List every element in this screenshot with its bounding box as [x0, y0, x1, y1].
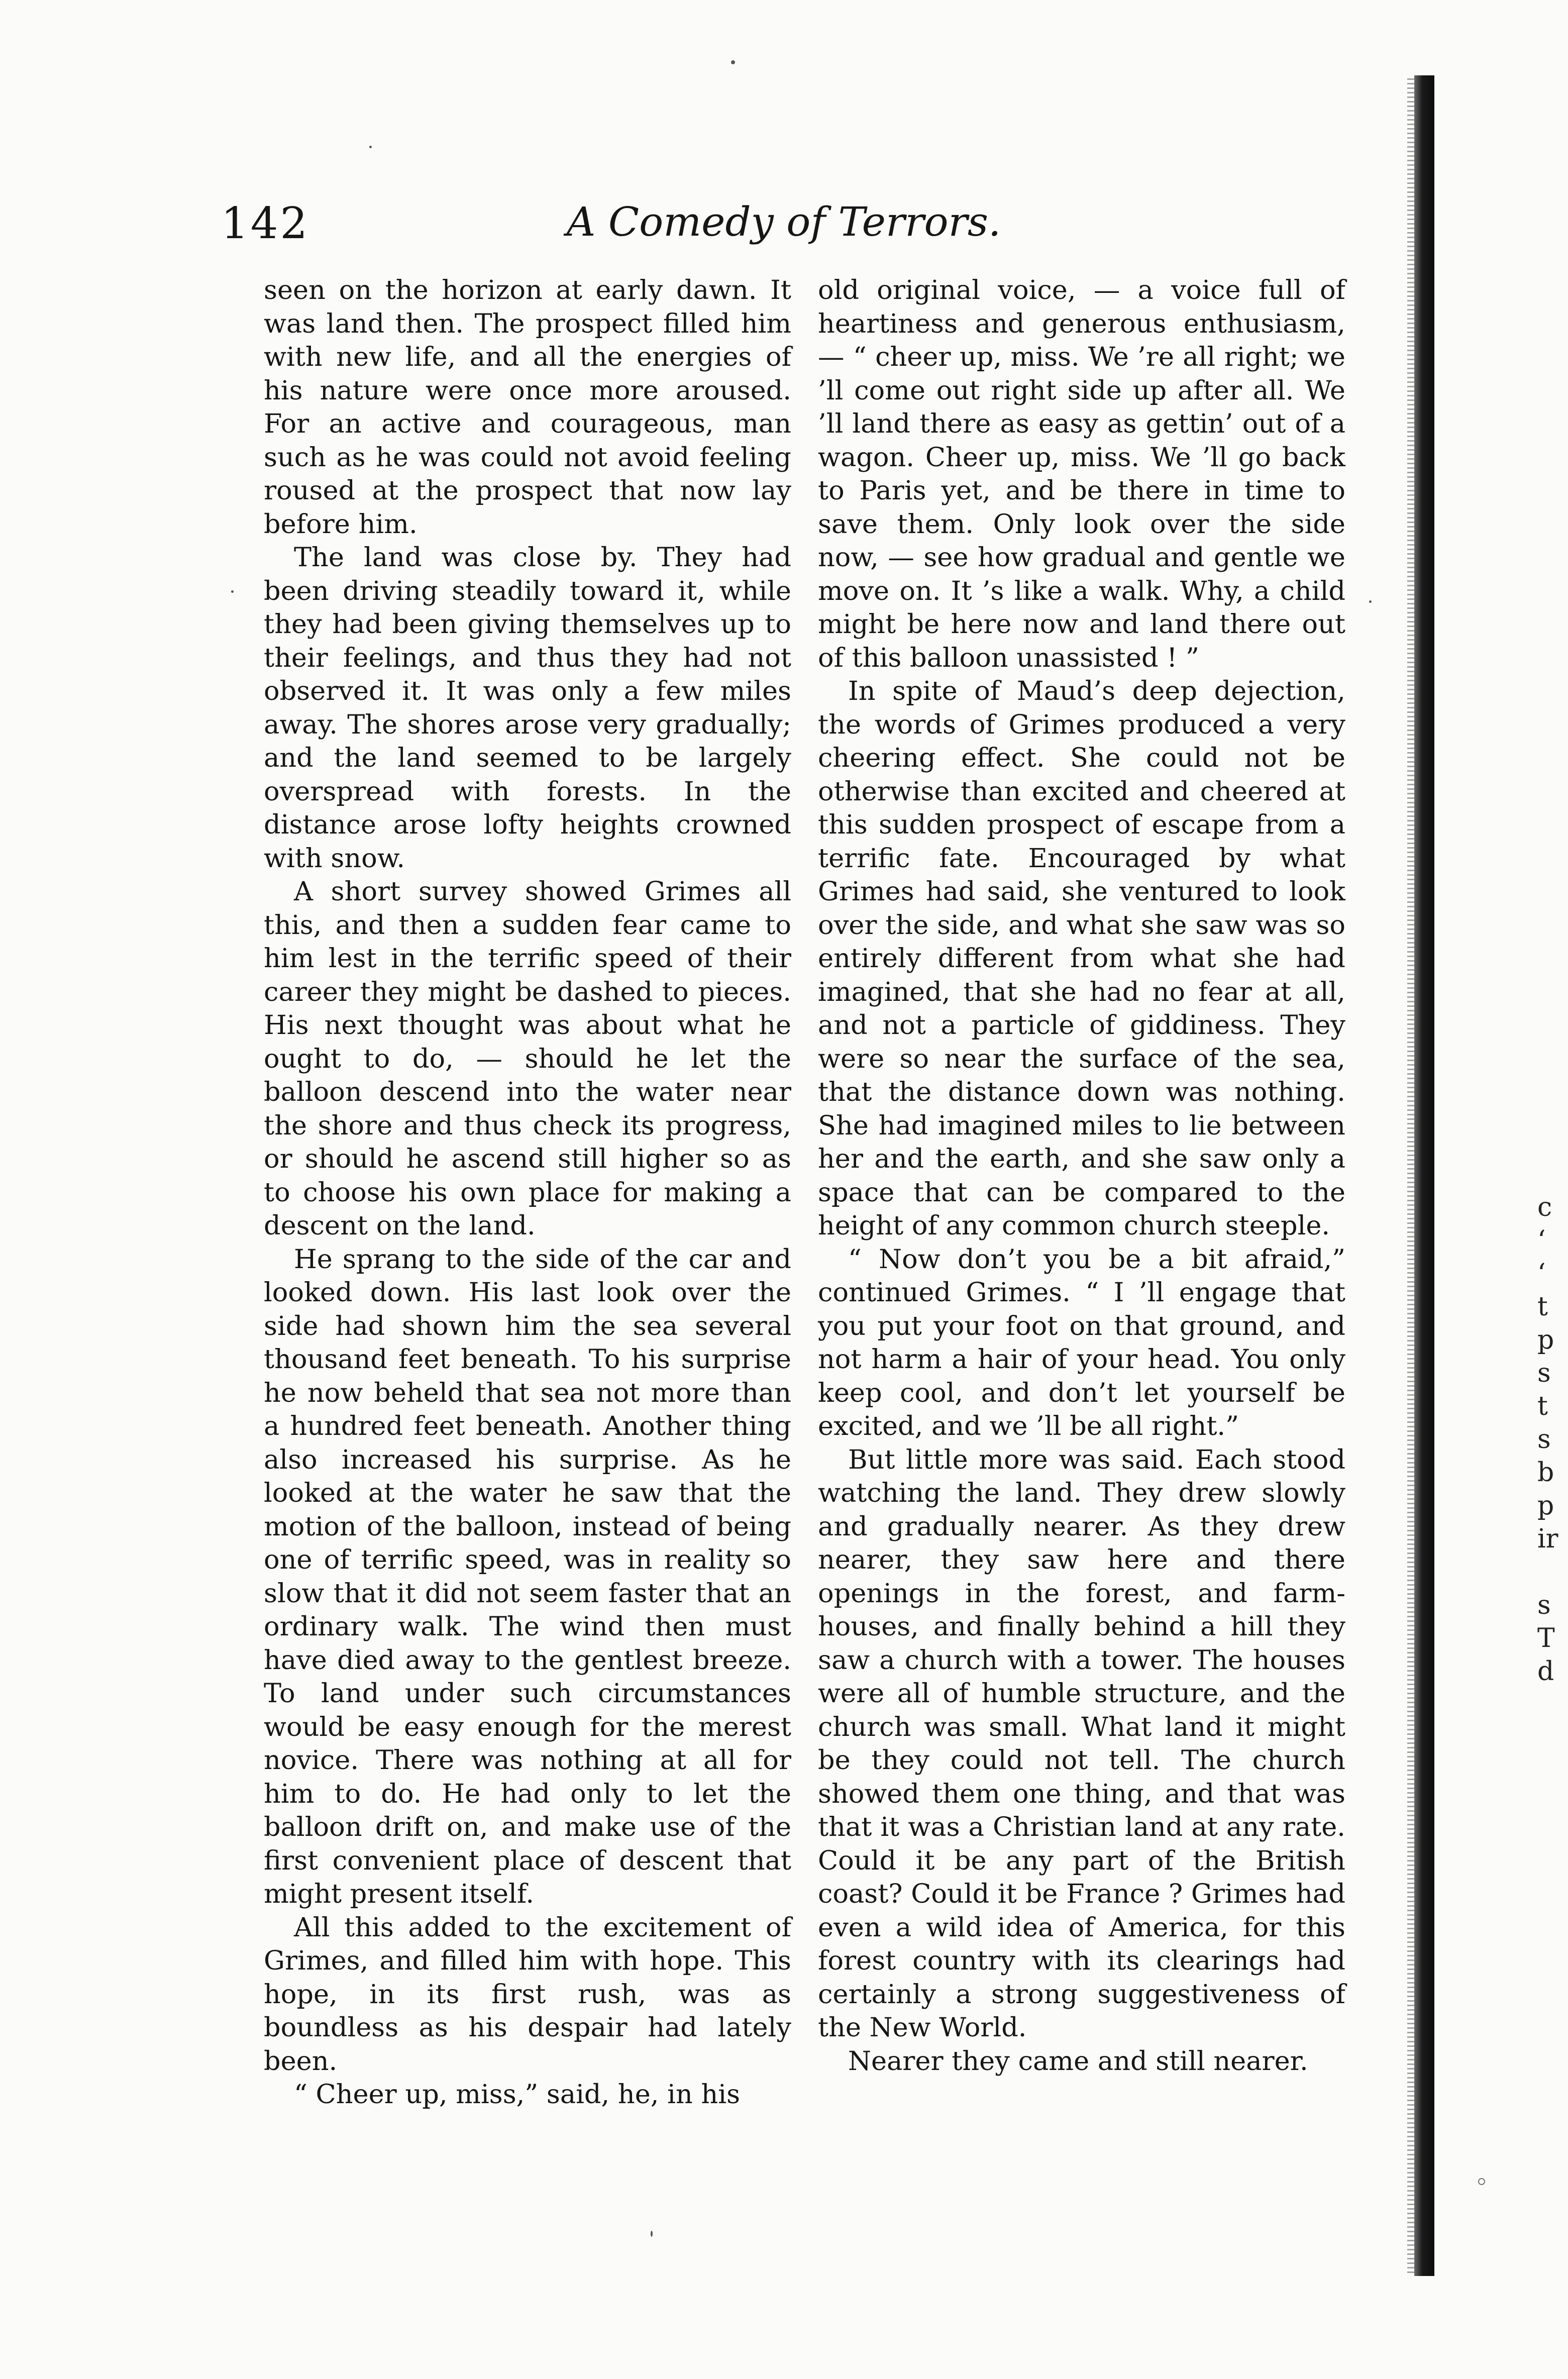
paragraph: Nearer they came and still nearer.	[848, 2045, 1308, 2077]
paper-speck	[231, 590, 234, 593]
page-number: 142	[221, 198, 310, 249]
paper-speck	[1369, 600, 1372, 603]
paragraph: seen on the horizon at early dawn. It was land then. The prospect filled him with new life, and all the energies of his nature were once more aroused. For an active and courageous, man such as he was could not avoid feeling roused at the prospect that now lay before him.	[264, 275, 791, 540]
paragraph: “ Now don’t you be a bit afraid,” continued Grimes. “ I ’ll engage that you put your foot on that ground, and not harm a hair of your head. You only keep cool, and don’t let yourself be excited, and we ’ll be all right.”	[818, 1244, 1345, 1441]
paper-speck	[369, 146, 372, 148]
bleed-char: T	[1537, 1623, 1555, 1653]
paragraph: A short survey showed Grimes all this, and then a sudden fear came to him lest in the terrific speed of their career they might be dashed to pieces. His next thought was about what he ought to do, — should he let the balloon descend into the water near the shore and thus check its progress, or should he ascend still higher so as to choose his own place for making a descent on the land.	[264, 876, 791, 1241]
bleed-char: ir	[1537, 1524, 1558, 1554]
paper-speck	[651, 2231, 653, 2237]
paragraph: In spite of Maud’s deep dejection, the words of Grimes produced a very cheering effect. She could not be otherwise than excited and cheered at this sudden prospect of escape from a terrific fate. Encouraged by what Grimes had said, she ventured to look over the side, and what she saw was so entirely different from what she had imagined, that she had no fear at all, and not a particle of giddiness. They were so near the surface of the sea, that the distance down was nothing. She had imagined miles to lie between her and the earth, and she saw only a space that can be compared to the height of any common church steeple.	[818, 676, 1345, 1241]
bleed-char: s	[1537, 1424, 1551, 1455]
bleed-char: t	[1537, 1292, 1548, 1322]
page-binding-shadow	[1414, 75, 1434, 2276]
paragraph: All this added to the excitement of Grimes, and filled him with hope. This hope, in its first rush, was as boundless as his despair had lately been.	[264, 1912, 791, 2077]
page-header	[221, 198, 1346, 259]
bleed-char: s	[1537, 1358, 1551, 1388]
bleed-char: c	[1537, 1192, 1552, 1222]
bleed-char: b	[1537, 1458, 1554, 1488]
bleed-char: t	[1537, 1391, 1548, 1421]
paragraph: old original voice, — a voice full of heartiness and generous enthusiasm, — “ cheer up, miss. We ’re all right; we ’ll come out right side up after all. We ’ll land there as easy as gettin’ out of a wagon. Cheer up, miss. We ’ll go back to Paris yet, and be there in time to save them. Only look over the side now, — see how gradual and gentle we move on. It ’s like a walk. Why, a child might be here now and land there out of this balloon unassisted ! ”	[818, 275, 1345, 673]
next-page-bleed-text	[1537, 1191, 1562, 1688]
bleed-char: ‘	[1537, 1225, 1546, 1256]
bleed-char: p	[1537, 1491, 1554, 1521]
bleed-char: ‘	[1537, 1259, 1546, 1289]
right-column	[818, 274, 1345, 2078]
bleed-char	[1537, 1556, 1562, 1589]
paragraph: The land was close by. They had been driving steadily toward it, while they had been giving themselves up to their feelings, and thus they had not observed it. It was only a few miles away. The shores arose very gradually; and the land seemed to be largely overspread with forests. In the distance arose lofty heights crowned with snow.	[264, 542, 791, 874]
bleed-char: d	[1537, 1657, 1554, 1687]
paper-speck	[731, 60, 735, 64]
paragraph: But little more was said. Each stood watching the land. They drew slowly and gradually nearer. As they drew nearer, they saw here and there openings in the forest, and farm-houses, and finally behind a hill they saw a church with a tower. The houses were all of humble structure, and the church was small. What land it might be they could not tell. The church showed them one thing, and that was that it was a Christian land at any rate. Could it be any part of the British coast? Could it be France ? Grimes had even a wild idea of America, for this forest country with its clearings had certainly a strong suggestiveness of the New World.	[818, 1444, 1345, 2043]
paper-speck	[1478, 2178, 1485, 2185]
left-column	[264, 274, 791, 2112]
bleed-char: p	[1537, 1325, 1554, 1355]
running-title: A Comedy of Terrors.	[566, 198, 1001, 245]
bleed-char: s	[1537, 1590, 1551, 1620]
paragraph: “ Cheer up, miss,” said, he, in his	[294, 2079, 741, 2110]
paragraph: He sprang to the side of the car and looked down. His last look over the side had shown him the sea several thousand feet beneath. To his surprise he now beheld that sea not more than a hundred feet beneath. Another thing also increased his surprise. As he looked at the water he saw that the motion of the balloon, instead of being one of terrific speed, was in reality so slow that it did not seem faster that an ordinary walk. The wind then must have died away to the gentlest breeze. To land under such circumstances would be easy enough for the merest novice. There was nothing at all for him to do. He had only to let the balloon drift on, and make use of the first convenient place of descent that might present itself.	[264, 1244, 791, 1909]
